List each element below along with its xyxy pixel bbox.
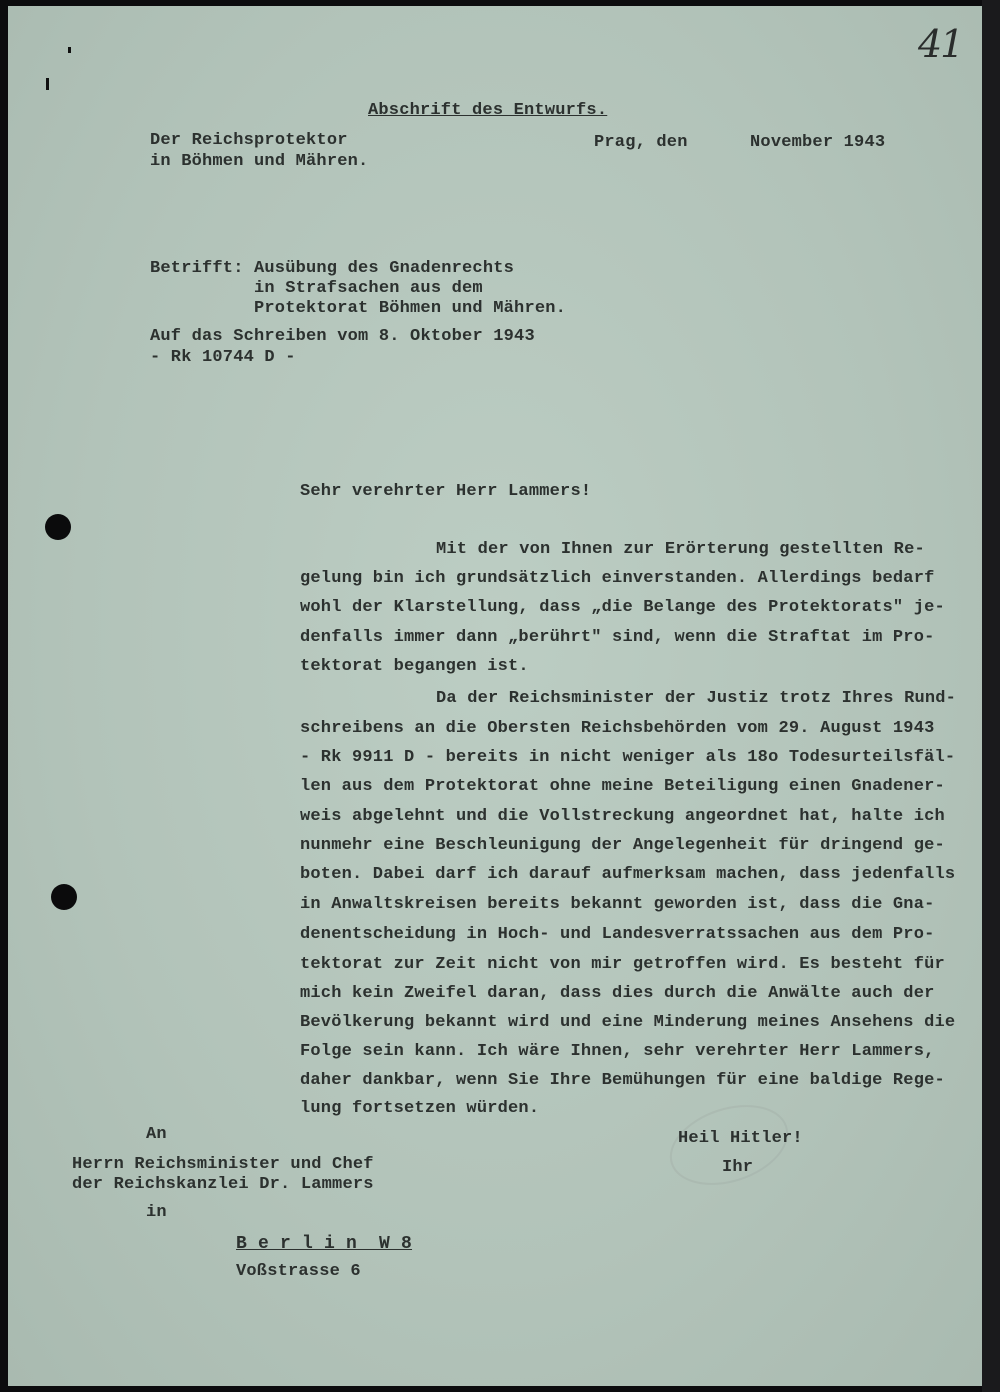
address-line-2: der Reichskanzlei Dr. Lammers — [72, 1175, 374, 1194]
punch-hole-bottom — [51, 884, 77, 910]
subject-line-3: Protektorat Böhmen und Mähren. — [254, 299, 567, 318]
paragraph2-line: denentscheidung in Hoch- und Landesverratssachen aus dem Pro- — [300, 925, 935, 944]
subject-label: Betrifft: — [150, 259, 244, 278]
closing-greeting: Heil Hitler! — [678, 1129, 803, 1148]
paragraph2-line: mich kein Zweifel daran, dass dies durch die Anwälte auch der — [300, 984, 935, 1003]
salutation: Sehr verehrter Herr Lammers! — [300, 482, 592, 501]
address-an: An — [146, 1125, 167, 1144]
paragraph2-line: len aus dem Protektorat ohne meine Beteiligung einen Gnadener- — [300, 777, 945, 796]
address-line-1: Herrn Reichsminister und Chef — [72, 1155, 374, 1174]
paragraph2-line: nunmehr eine Beschleunigung der Angelegenheit für dringend ge- — [300, 836, 945, 855]
paragraph2-line: in Anwaltskreisen bereits bekannt geworden ist, dass die Gna- — [300, 895, 935, 914]
closing-signoff: Ihr — [722, 1158, 754, 1177]
reference-line-1: Auf das Schreiben vom 8. Oktober 1943 — [150, 327, 535, 346]
paragraph2-line: weis abgelehnt und die Vollstreckung angeordnet hat, halte ich — [300, 807, 945, 826]
scan-edge — [982, 0, 1000, 1392]
paragraph1-line: gelung bin ich grundsätzlich einverstanden. Allerdings bedarf — [300, 569, 935, 588]
reference-line-2: - Rk 10744 D - — [150, 348, 296, 367]
paragraph1-line: tektorat begangen ist. — [300, 657, 529, 676]
sender-line-1: Der Reichsprotektor — [150, 131, 348, 150]
paragraph1-line: denfalls immer dann „berührt" sind, wenn die Straftat im Pro- — [300, 628, 935, 647]
paragraph2-line: lung fortsetzen würden. — [300, 1099, 540, 1118]
paragraph2-line: - Rk 9911 D - bereits in nicht weniger als 18o Todesurteilsfäl- — [300, 748, 956, 767]
paragraph2-line: Folge sein kann. Ich wäre Ihnen, sehr verehrter Herr Lammers, — [300, 1042, 935, 1061]
sender-line-2: in Böhmen und Mähren. — [150, 152, 369, 171]
paragraph2-line: boten. Dabei darf ich darauf aufmerksam machen, dass jedenfalls — [300, 865, 956, 884]
subject-line-1: Ausübung des Gnadenrechts — [254, 259, 515, 278]
document-title: Abschrift des Entwurfs. — [368, 101, 608, 120]
address-city: B e r l i n W 8 — [236, 1234, 413, 1254]
paragraph2-line: Da der Reichsminister der Justiz trotz Ihres Rund- — [436, 689, 957, 708]
ink-mark — [46, 78, 49, 90]
address-street: Voßstrasse 6 — [236, 1262, 361, 1281]
address-in: in — [146, 1203, 167, 1222]
paragraph2-line: tektorat zur Zeit nicht von mir getroffen wird. Es besteht für — [300, 955, 945, 974]
paragraph1-line: Mit der von Ihnen zur Erörterung gestellten Re- — [436, 540, 925, 559]
paragraph2-line: schreibens an die Obersten Reichsbehörden vom 29. August 1943 — [300, 719, 935, 738]
punch-hole-top — [45, 514, 71, 540]
paragraph1-line: wohl der Klarstellung, dass „die Belange des Protektorats" je- — [300, 598, 945, 617]
place-date: Prag, den November 1943 — [594, 133, 886, 152]
paragraph2-line: Bevölkerung bekannt wird und eine Minderung meines Ansehens die — [300, 1013, 956, 1032]
ink-mark — [68, 47, 71, 53]
page-number-handwritten: 41 — [918, 22, 963, 66]
paragraph2-line: daher dankbar, wenn Sie Ihre Bemühungen für eine baldige Rege- — [300, 1071, 945, 1090]
subject-line-2: in Strafsachen aus dem — [254, 279, 483, 298]
